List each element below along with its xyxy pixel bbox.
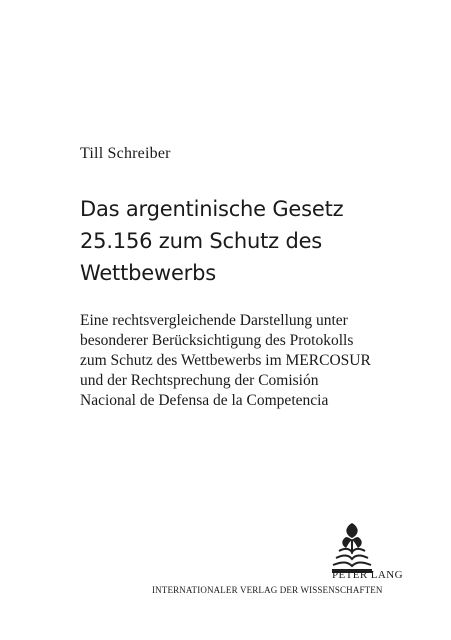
title-line: 25.156 zum Schutz des — [80, 229, 323, 253]
subtitle-line: Eine rechtsvergleichende Darstellung unter — [80, 312, 348, 329]
subtitle-line: zum Schutz des Wettbewerbs im MERCOSUR — [80, 352, 371, 369]
subtitle-line: besonderer Berücksichtigung des Protokolls — [80, 332, 354, 349]
book-subtitle — [80, 311, 410, 411]
book-title — [80, 193, 420, 289]
title-line: Das argentinische Gesetz — [80, 197, 344, 221]
subtitle-line: Nacional de Defensa de la Competencia — [80, 392, 329, 409]
publisher-tagline: INTERNATIONALER VERLAG DER WISSENSCHAFTEN — [152, 585, 383, 595]
peter-lang-logo-icon — [329, 520, 375, 576]
author-name: Till Schreiber — [80, 145, 171, 162]
subtitle-line: und der Rechtsprechung der Comisión — [80, 372, 319, 389]
title-line: Wettbewerbs — [80, 261, 216, 285]
publisher-name: PETER LANG — [332, 569, 403, 581]
